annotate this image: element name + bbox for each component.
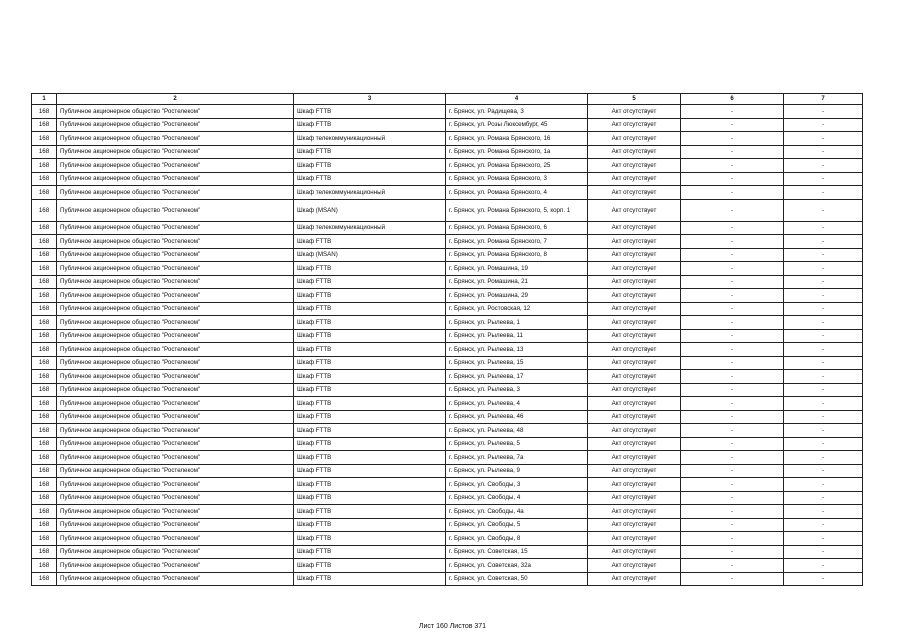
cell-owner: Публичное акционерное общество "Ростелеком" bbox=[57, 275, 294, 289]
cell-act: Акт отсутствует bbox=[588, 383, 681, 397]
cell-address: г. Брянск, ул. Рылеева, 17 bbox=[446, 370, 588, 384]
cell-number: 168 bbox=[32, 235, 57, 249]
cell-col7: - bbox=[784, 397, 863, 411]
cell-address: г. Брянск, ул. Радищева, 3 bbox=[446, 105, 588, 119]
cell-owner: Публичное акционерное общество "Ростелеком" bbox=[57, 145, 294, 159]
cell-col6: - bbox=[681, 410, 784, 424]
table-row bbox=[32, 172, 863, 186]
cell-col7: - bbox=[784, 145, 863, 159]
cell-col6: - bbox=[681, 383, 784, 397]
cell-col6: - bbox=[681, 172, 784, 186]
cell-col6: - bbox=[681, 437, 784, 451]
cell-col6: - bbox=[681, 221, 784, 235]
cell-object: Шкаф FTTB bbox=[294, 464, 446, 478]
cell-col7: - bbox=[784, 118, 863, 132]
cell-address: г. Брянск, ул. Свободы, 4 bbox=[446, 491, 588, 505]
cell-col6: - bbox=[681, 478, 784, 492]
table-row bbox=[32, 410, 863, 424]
cell-act: Акт отсутствует bbox=[588, 410, 681, 424]
cell-object: Шкаф FTTB bbox=[294, 235, 446, 249]
cell-col6: - bbox=[681, 397, 784, 411]
table-row bbox=[32, 370, 863, 384]
cell-col7: - bbox=[784, 262, 863, 276]
cell-col6: - bbox=[681, 464, 784, 478]
cell-number: 168 bbox=[32, 572, 57, 586]
table-row bbox=[32, 356, 863, 370]
cell-owner: Публичное акционерное общество "Ростелеком" bbox=[57, 559, 294, 573]
cell-col7: - bbox=[784, 356, 863, 370]
cell-act: Акт отсутствует bbox=[588, 559, 681, 573]
table-row bbox=[32, 132, 863, 146]
cell-act: Акт отсутствует bbox=[588, 221, 681, 235]
cell-address: г. Брянск, ул. Рылеева, 46 bbox=[446, 410, 588, 424]
cell-address: г. Брянск, ул. Рылеева, 5 bbox=[446, 437, 588, 451]
cell-col7: - bbox=[784, 424, 863, 438]
cell-number: 168 bbox=[32, 343, 57, 357]
cell-col6: - bbox=[681, 199, 784, 221]
page-footer: Лист 160 Листов 371 bbox=[418, 623, 487, 630]
cell-owner: Публичное акционерное общество "Ростелеком" bbox=[57, 464, 294, 478]
cell-number: 168 bbox=[32, 518, 57, 532]
cell-owner: Публичное акционерное общество "Ростелеком" bbox=[57, 410, 294, 424]
cell-owner: Публичное акционерное общество "Ростелеком" bbox=[57, 491, 294, 505]
cell-col6: - bbox=[681, 329, 784, 343]
cell-number: 168 bbox=[32, 532, 57, 546]
cell-object: Шкаф FTTB bbox=[294, 532, 446, 546]
cell-col7: - bbox=[784, 289, 863, 303]
cell-address: г. Брянск, ул. Романа Брянского, 7 bbox=[446, 235, 588, 249]
cell-number: 168 bbox=[32, 105, 57, 119]
cell-owner: Публичное акционерное общество "Ростелеком" bbox=[57, 343, 294, 357]
cell-owner: Публичное акционерное общество "Ростелеком" bbox=[57, 221, 294, 235]
cell-number: 168 bbox=[32, 159, 57, 173]
cell-owner: Публичное акционерное общество "Ростелеком" bbox=[57, 262, 294, 276]
cell-owner: Публичное акционерное общество "Ростелеком" bbox=[57, 356, 294, 370]
table-row bbox=[32, 329, 863, 343]
cell-owner: Публичное акционерное общество "Ростелеком" bbox=[57, 437, 294, 451]
cell-col6: - bbox=[681, 505, 784, 519]
cell-address: г. Брянск, ул. Романа Брянского, 6 bbox=[446, 221, 588, 235]
cell-owner: Публичное акционерное общество "Ростелеком" bbox=[57, 248, 294, 262]
cell-act: Акт отсутствует bbox=[588, 343, 681, 357]
cell-address: г. Брянск, ул. Рылеева, 15 bbox=[446, 356, 588, 370]
cell-col7: - bbox=[784, 559, 863, 573]
cell-address: г. Брянск, ул. Рылеева, 48 bbox=[446, 424, 588, 438]
cell-col7: - bbox=[784, 518, 863, 532]
cell-col6: - bbox=[681, 356, 784, 370]
cell-object: Шкаф FTTB bbox=[294, 383, 446, 397]
cell-col7: - bbox=[784, 172, 863, 186]
cell-col7: - bbox=[784, 343, 863, 357]
cell-owner: Публичное акционерное общество "Ростелеком" bbox=[57, 316, 294, 330]
cell-act: Акт отсутствует bbox=[588, 262, 681, 276]
cell-col7: - bbox=[784, 302, 863, 316]
cell-col6: - bbox=[681, 118, 784, 132]
cell-address: г. Брянск, ул. Рылеева, 4 bbox=[446, 397, 588, 411]
cell-owner: Публичное акционерное общество "Ростелеком" bbox=[57, 545, 294, 559]
cell-object: Шкаф телекоммуникационный bbox=[294, 132, 446, 146]
cell-col6: - bbox=[681, 491, 784, 505]
cell-object: Шкаф FTTB bbox=[294, 518, 446, 532]
cell-col7: - bbox=[784, 248, 863, 262]
cell-address: г. Брянск, ул. Рылеева, 9 bbox=[446, 464, 588, 478]
cell-object: Шкаф FTTB bbox=[294, 370, 446, 384]
cell-address: г. Брянск, ул. Романа Брянского, 4 bbox=[446, 186, 588, 200]
cell-owner: Публичное акционерное общество "Ростелеком" bbox=[57, 505, 294, 519]
table-row bbox=[32, 235, 863, 249]
cell-act: Акт отсутствует bbox=[588, 464, 681, 478]
cell-address: г. Брянск, ул. Романа Брянского, 1а bbox=[446, 145, 588, 159]
column-header-4: 4 bbox=[446, 94, 588, 105]
cell-address: г. Брянск, ул. Свободы, 8 bbox=[446, 532, 588, 546]
cell-object: Шкаф FTTB bbox=[294, 262, 446, 276]
cell-owner: Публичное акционерное общество "Ростелеком" bbox=[57, 132, 294, 146]
cell-col6: - bbox=[681, 559, 784, 573]
cell-col7: - bbox=[784, 464, 863, 478]
cell-col6: - bbox=[681, 235, 784, 249]
cell-act: Акт отсутствует bbox=[588, 302, 681, 316]
cell-col7: - bbox=[784, 410, 863, 424]
cell-owner: Публичное акционерное общество "Ростелеком" bbox=[57, 532, 294, 546]
column-header-7: 7 bbox=[784, 94, 863, 105]
cell-col6: - bbox=[681, 159, 784, 173]
cell-object: Шкаф FTTB bbox=[294, 505, 446, 519]
cell-object: Шкаф телекоммуникационный bbox=[294, 221, 446, 235]
table-row bbox=[32, 221, 863, 235]
cell-number: 168 bbox=[32, 275, 57, 289]
cell-owner: Публичное акционерное общество "Ростелеком" bbox=[57, 172, 294, 186]
cell-address: г. Брянск, ул. Советская, 50 bbox=[446, 572, 588, 586]
cell-object: Шкаф FTTB bbox=[294, 329, 446, 343]
cell-owner: Публичное акционерное общество "Ростелеком" bbox=[57, 235, 294, 249]
cell-object: Шкаф FTTB bbox=[294, 451, 446, 465]
cell-col7: - bbox=[784, 572, 863, 586]
cell-object: Шкаф FTTB bbox=[294, 478, 446, 492]
cell-act: Акт отсутствует bbox=[588, 356, 681, 370]
cell-col6: - bbox=[681, 145, 784, 159]
cell-object: Шкаф FTTB bbox=[294, 289, 446, 303]
cell-number: 168 bbox=[32, 356, 57, 370]
cell-col7: - bbox=[784, 199, 863, 221]
cell-number: 168 bbox=[32, 248, 57, 262]
cell-address: г. Брянск, ул. Ромашина, 19 bbox=[446, 262, 588, 276]
cell-act: Акт отсутствует bbox=[588, 105, 681, 119]
cell-col6: - bbox=[681, 105, 784, 119]
cell-address: г. Брянск, ул. Свободы, 4а bbox=[446, 505, 588, 519]
cell-owner: Публичное акционерное общество "Ростелеком" bbox=[57, 518, 294, 532]
cell-col7: - bbox=[784, 235, 863, 249]
table-row bbox=[32, 186, 863, 200]
column-header-1: 1 bbox=[32, 94, 57, 105]
cell-col6: - bbox=[681, 518, 784, 532]
cell-address: г. Брянск, ул. Романа Брянского, 16 bbox=[446, 132, 588, 146]
table-row bbox=[32, 145, 863, 159]
table-row bbox=[32, 275, 863, 289]
cell-address: г. Брянск, ул. Рылеева, 1 bbox=[446, 316, 588, 330]
cell-act: Акт отсутствует bbox=[588, 437, 681, 451]
cell-object: Шкаф (MSAN) bbox=[294, 199, 446, 221]
cell-col6: - bbox=[681, 370, 784, 384]
cell-number: 168 bbox=[32, 410, 57, 424]
cell-col7: - bbox=[784, 105, 863, 119]
table-row bbox=[32, 437, 863, 451]
cell-col6: - bbox=[681, 316, 784, 330]
cell-act: Акт отсутствует bbox=[588, 132, 681, 146]
cell-number: 168 bbox=[32, 302, 57, 316]
cell-col6: - bbox=[681, 186, 784, 200]
cell-act: Акт отсутствует bbox=[588, 491, 681, 505]
cell-number: 168 bbox=[32, 478, 57, 492]
cell-number: 168 bbox=[32, 199, 57, 221]
cell-address: г. Брянск, ул. Свободы, 5 bbox=[446, 518, 588, 532]
cell-col7: - bbox=[784, 186, 863, 200]
cell-col6: - bbox=[681, 275, 784, 289]
cell-col6: - bbox=[681, 248, 784, 262]
cell-number: 168 bbox=[32, 172, 57, 186]
cell-object: Шкаф FTTB bbox=[294, 145, 446, 159]
cell-col7: - bbox=[784, 159, 863, 173]
cell-act: Акт отсутствует bbox=[588, 424, 681, 438]
cell-col7: - bbox=[784, 275, 863, 289]
cell-address: г. Брянск, ул. Ростовская, 12 bbox=[446, 302, 588, 316]
cell-col7: - bbox=[784, 383, 863, 397]
cell-number: 168 bbox=[32, 545, 57, 559]
cell-number: 168 bbox=[32, 316, 57, 330]
cell-number: 168 bbox=[32, 505, 57, 519]
cell-col6: - bbox=[681, 132, 784, 146]
cell-number: 168 bbox=[32, 145, 57, 159]
cell-act: Акт отсутствует bbox=[588, 545, 681, 559]
table-row bbox=[32, 383, 863, 397]
cell-col7: - bbox=[784, 532, 863, 546]
cell-act: Акт отсутствует bbox=[588, 235, 681, 249]
cell-owner: Публичное акционерное общество "Ростелеком" bbox=[57, 329, 294, 343]
cell-act: Акт отсутствует bbox=[588, 532, 681, 546]
table-row bbox=[32, 159, 863, 173]
cell-object: Шкаф телекоммуникационный bbox=[294, 186, 446, 200]
table-row bbox=[32, 199, 863, 221]
cell-col6: - bbox=[681, 451, 784, 465]
cell-address: г. Брянск, ул. Советская, 32а bbox=[446, 559, 588, 573]
cell-act: Акт отсутствует bbox=[588, 248, 681, 262]
cell-object: Шкаф FTTB bbox=[294, 410, 446, 424]
cell-col7: - bbox=[784, 478, 863, 492]
cell-address: г. Брянск, ул. Рылеева, 3 bbox=[446, 383, 588, 397]
cell-act: Акт отсутствует bbox=[588, 572, 681, 586]
table-row bbox=[32, 424, 863, 438]
cell-col7: - bbox=[784, 370, 863, 384]
cell-address: г. Брянск, ул. Ромашина, 21 bbox=[446, 275, 588, 289]
cell-number: 168 bbox=[32, 221, 57, 235]
cell-act: Акт отсутствует bbox=[588, 145, 681, 159]
table-row bbox=[32, 262, 863, 276]
cell-number: 168 bbox=[32, 383, 57, 397]
cell-act: Акт отсутствует bbox=[588, 316, 681, 330]
table-row bbox=[32, 289, 863, 303]
cell-number: 168 bbox=[32, 186, 57, 200]
cell-object: Шкаф FTTB bbox=[294, 559, 446, 573]
cell-act: Акт отсутствует bbox=[588, 199, 681, 221]
cell-address: г. Брянск, ул. Романа Брянского, 5, корп. 1 bbox=[446, 199, 588, 221]
cell-owner: Публичное акционерное общество "Ростелеком" bbox=[57, 118, 294, 132]
cell-number: 168 bbox=[32, 464, 57, 478]
cell-owner: Публичное акционерное общество "Ростелеком" bbox=[57, 105, 294, 119]
cell-owner: Публичное акционерное общество "Ростелеком" bbox=[57, 451, 294, 465]
cell-col7: - bbox=[784, 491, 863, 505]
cell-object: Шкаф FTTB bbox=[294, 424, 446, 438]
cell-owner: Публичное акционерное общество "Ростелеком" bbox=[57, 302, 294, 316]
column-header-6: 6 bbox=[681, 94, 784, 105]
cell-act: Акт отсутствует bbox=[588, 186, 681, 200]
cell-col6: - bbox=[681, 302, 784, 316]
table-row bbox=[32, 397, 863, 411]
cell-col6: - bbox=[681, 572, 784, 586]
table-row bbox=[32, 302, 863, 316]
cell-object: Шкаф FTTB bbox=[294, 491, 446, 505]
cell-act: Акт отсутствует bbox=[588, 275, 681, 289]
cell-act: Акт отсутствует bbox=[588, 505, 681, 519]
cell-number: 168 bbox=[32, 132, 57, 146]
cell-owner: Публичное акционерное общество "Ростелеком" bbox=[57, 424, 294, 438]
table-row bbox=[32, 505, 863, 519]
cell-address: г. Брянск, ул. Рылеева, 13 bbox=[446, 343, 588, 357]
cell-object: Шкаф FTTB bbox=[294, 302, 446, 316]
cell-owner: Публичное акционерное общество "Ростелеком" bbox=[57, 199, 294, 221]
cell-object: Шкаф FTTB bbox=[294, 356, 446, 370]
cell-col7: - bbox=[784, 451, 863, 465]
cell-object: Шкаф FTTB bbox=[294, 275, 446, 289]
cell-object: Шкаф FTTB bbox=[294, 397, 446, 411]
cell-object: Шкаф FTTB bbox=[294, 118, 446, 132]
cell-owner: Публичное акционерное общество "Ростелеком" bbox=[57, 397, 294, 411]
cell-col6: - bbox=[681, 545, 784, 559]
cell-owner: Публичное акционерное общество "Ростелеком" bbox=[57, 186, 294, 200]
cell-address: г. Брянск, ул. Рылеева, 7а bbox=[446, 451, 588, 465]
cell-act: Акт отсутствует bbox=[588, 289, 681, 303]
column-header-2: 2 bbox=[57, 94, 294, 105]
cell-number: 168 bbox=[32, 289, 57, 303]
table-row bbox=[32, 572, 863, 586]
table-row bbox=[32, 105, 863, 119]
table-row bbox=[32, 559, 863, 573]
cell-col7: - bbox=[784, 437, 863, 451]
cell-col7: - bbox=[784, 316, 863, 330]
table-row bbox=[32, 478, 863, 492]
cell-col6: - bbox=[681, 289, 784, 303]
cell-number: 168 bbox=[32, 424, 57, 438]
cell-address: г. Брянск, ул. Свободы, 3 bbox=[446, 478, 588, 492]
register-table bbox=[31, 93, 863, 586]
cell-number: 168 bbox=[32, 451, 57, 465]
cell-act: Акт отсутствует bbox=[588, 370, 681, 384]
cell-address: г. Брянск, ул. Романа Брянского, 3 bbox=[446, 172, 588, 186]
cell-owner: Публичное акционерное общество "Ростелеком" bbox=[57, 370, 294, 384]
column-header-3: 3 bbox=[294, 94, 446, 105]
cell-address: г. Брянск, ул. Ромашина, 29 bbox=[446, 289, 588, 303]
table-row bbox=[32, 491, 863, 505]
cell-owner: Публичное акционерное общество "Ростелеком" bbox=[57, 572, 294, 586]
cell-col7: - bbox=[784, 505, 863, 519]
cell-act: Акт отсутствует bbox=[588, 329, 681, 343]
cell-act: Акт отсутствует bbox=[588, 478, 681, 492]
cell-act: Акт отсутствует bbox=[588, 518, 681, 532]
table-row bbox=[32, 518, 863, 532]
table-row bbox=[32, 464, 863, 478]
cell-number: 168 bbox=[32, 118, 57, 132]
cell-number: 168 bbox=[32, 437, 57, 451]
table-row bbox=[32, 451, 863, 465]
cell-object: Шкаф FTTB bbox=[294, 545, 446, 559]
cell-owner: Публичное акционерное общество "Ростелеком" bbox=[57, 159, 294, 173]
column-header-5: 5 bbox=[588, 94, 681, 105]
cell-owner: Публичное акционерное общество "Ростелеком" bbox=[57, 289, 294, 303]
cell-address: г. Брянск, ул. Романа Брянского, 8 bbox=[446, 248, 588, 262]
cell-number: 168 bbox=[32, 397, 57, 411]
table-row bbox=[32, 248, 863, 262]
cell-col7: - bbox=[784, 329, 863, 343]
cell-number: 168 bbox=[32, 370, 57, 384]
cell-col6: - bbox=[681, 262, 784, 276]
cell-address: г. Брянск, ул. Розы Люксембург, 45 bbox=[446, 118, 588, 132]
cell-number: 168 bbox=[32, 262, 57, 276]
table-row bbox=[32, 545, 863, 559]
cell-number: 168 bbox=[32, 491, 57, 505]
cell-object: Шкаф (MSAN) bbox=[294, 248, 446, 262]
cell-act: Акт отсутствует bbox=[588, 118, 681, 132]
table-row bbox=[32, 343, 863, 357]
cell-col7: - bbox=[784, 545, 863, 559]
table-header-row bbox=[32, 94, 863, 105]
cell-object: Шкаф FTTB bbox=[294, 437, 446, 451]
cell-address: г. Брянск, ул. Рылеева, 11 bbox=[446, 329, 588, 343]
cell-owner: Публичное акционерное общество "Ростелеком" bbox=[57, 478, 294, 492]
table-row bbox=[32, 118, 863, 132]
cell-act: Акт отсутствует bbox=[588, 159, 681, 173]
cell-object: Шкаф FTTB bbox=[294, 105, 446, 119]
cell-col6: - bbox=[681, 424, 784, 438]
cell-object: Шкаф FTTB bbox=[294, 343, 446, 357]
cell-object: Шкаф FTTB bbox=[294, 159, 446, 173]
cell-act: Акт отсутствует bbox=[588, 451, 681, 465]
cell-object: Шкаф FTTB bbox=[294, 572, 446, 586]
cell-address: г. Брянск, ул. Романа Брянского, 25 bbox=[446, 159, 588, 173]
cell-col7: - bbox=[784, 132, 863, 146]
cell-act: Акт отсутствует bbox=[588, 172, 681, 186]
cell-object: Шкаф FTTB bbox=[294, 172, 446, 186]
table-row bbox=[32, 316, 863, 330]
cell-address: г. Брянск, ул. Советская, 15 bbox=[446, 545, 588, 559]
cell-number: 168 bbox=[32, 559, 57, 573]
table-row bbox=[32, 532, 863, 546]
cell-col6: - bbox=[681, 532, 784, 546]
cell-object: Шкаф FTTB bbox=[294, 316, 446, 330]
cell-col6: - bbox=[681, 343, 784, 357]
cell-number: 168 bbox=[32, 329, 57, 343]
cell-act: Акт отсутствует bbox=[588, 397, 681, 411]
cell-owner: Публичное акционерное общество "Ростелеком" bbox=[57, 383, 294, 397]
cell-col7: - bbox=[784, 221, 863, 235]
table-body bbox=[32, 105, 863, 586]
